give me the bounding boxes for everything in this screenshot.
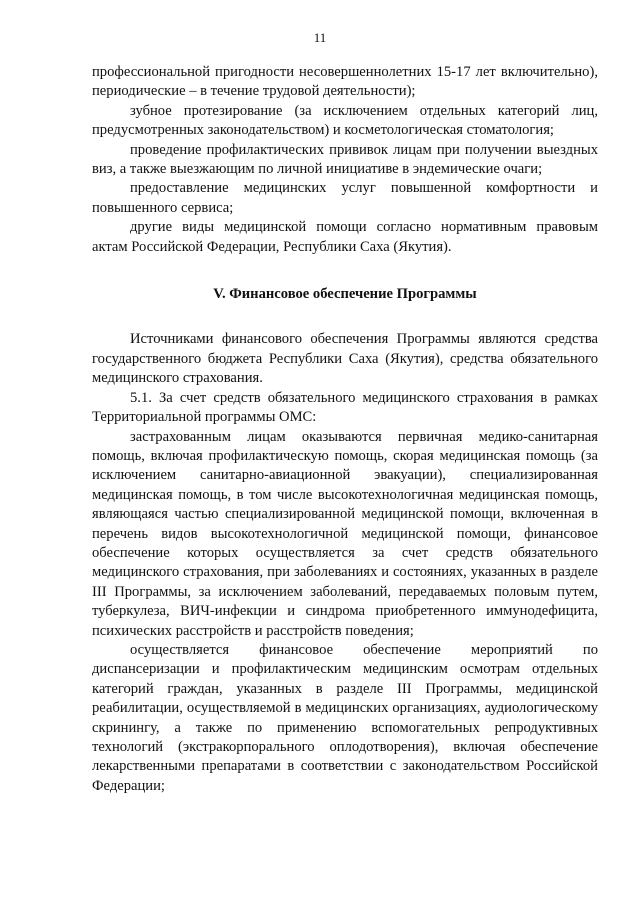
page-number: 11 xyxy=(313,30,327,45)
paragraph: Источниками финансового обеспечения Программы являются средства государственного бюджета Республики Саха (Якутия), средства обязательного медицинского страхования. xyxy=(92,331,598,387)
paragraph: другие виды медицинской помощи согласно нормативным правовым актам Российской Федерации, Республики Саха (Якутия). xyxy=(92,219,598,255)
paragraph: проведение профилактических прививок лицам при получении выездных виз, а также выезжающим по личной инициативе в эндемические очаги; xyxy=(92,141,598,178)
paragraph: зубное протезирование (за исключением отдельных категорий лиц, предусмотренных законодательством) и косметологическая стоматология; xyxy=(92,102,598,139)
paragraph: застрахованным лицам оказываются первичная медико-санитарная помощь, включая профилактическую помощь, скорая медицинская помощь (за исключением санитарно-авиационной эвакуации), специализированная медицинская помощь, в том числе высокотехнологичная медицинская помощь, являющаяся частью специализированной медицинской помощи, включенная в перечень видов высокотехнологичной медицинской помощи, финансовое обеспечение которых осуществляется за счет средств обязательного медицинского страхования, при заболеваниях и состояниях, указанных в разделе III Программы, за исключением заболеваний, передаваемых половым путем, туберкулеза, ВИЧ-инфекции и синдрома приобретенного иммунодефицита, психических расстройств и расстройств поведения; xyxy=(92,428,598,639)
paragraph-continued: профессиональной пригодности несовершеннолетних 15-17 лет включительно), периодические – в течение трудовой деятельности); xyxy=(92,64,598,100)
paragraph: предоставление медицинских услуг повышенной комфортности и повышенного сервиса; xyxy=(92,180,598,216)
paragraph: 5.1. За счет средств обязательного медицинского страхования в рамках Территориальной программы ОМС: xyxy=(92,389,598,426)
document-body xyxy=(92,63,598,796)
paragraph: осуществляется финансовое обеспечение мероприятий по диспансеризации и профилактическим медицинским осмотрам отдельных категорий граждан, указанных в разделе III Программы, медицинской реабилитации, осуществляемой в медицинских организациях, аудиологическому скринингу, а также по применению вспомогательных репродуктивных технологий (экстракорпорального оплодотворения), включая обеспечение лекарственными препаратами в соответствии с законодательством Российской Федерации; xyxy=(92,641,598,794)
section-heading: V. Финансовое обеспечение Программы xyxy=(213,286,477,303)
